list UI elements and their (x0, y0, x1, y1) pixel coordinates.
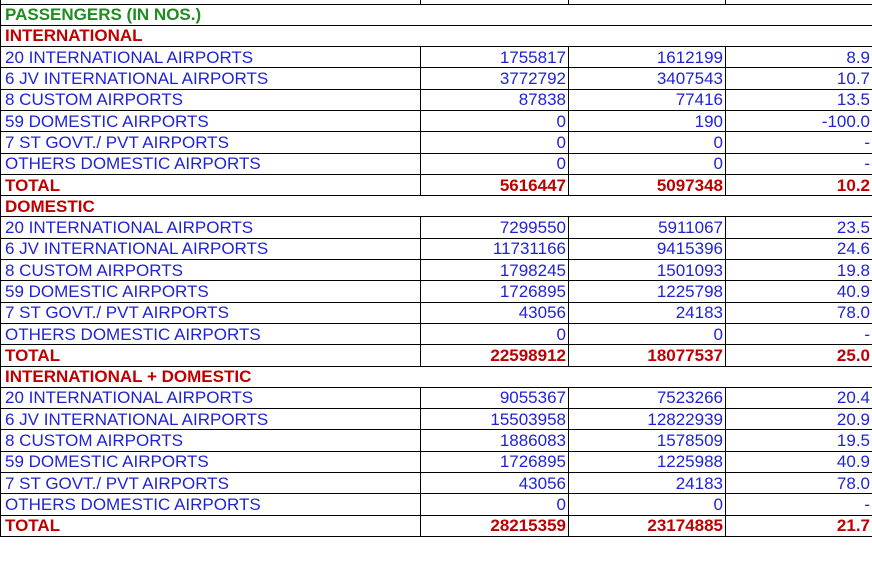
table-row (1, 260, 872, 281)
value-col-1: 0 (421, 110, 569, 131)
value-col-2: 5097348 (569, 174, 726, 195)
section-header-row (1, 366, 872, 387)
value-col-3: 13.5 (726, 89, 872, 110)
row-label: 6 JV INTERNATIONAL AIRPORTS (1, 409, 421, 430)
value-col-3: 10.7 (726, 68, 872, 89)
table-row (1, 153, 872, 174)
table-row (1, 430, 872, 451)
value-col-1: 9055367 (421, 387, 569, 408)
value-col-2: 12822939 (569, 409, 726, 430)
value-col-3: - (726, 132, 872, 153)
row-label: 8 CUSTOM AIRPORTS (1, 89, 421, 110)
table-row (1, 132, 872, 153)
value-col-1: 1798245 (421, 260, 569, 281)
value-col-2: 24183 (569, 302, 726, 323)
value-col-1: 43056 (421, 473, 569, 494)
value-col-1: 1726895 (421, 281, 569, 302)
row-label: TOTAL (1, 345, 421, 366)
value-col-2: 1578509 (569, 430, 726, 451)
value-col-2: 1612199 (569, 47, 726, 68)
row-label: 8 CUSTOM AIRPORTS (1, 430, 421, 451)
value-col-2: 0 (569, 494, 726, 515)
value-col-3: - (726, 494, 872, 515)
row-label: TOTAL (1, 515, 421, 536)
value-col-3: 10.2 (726, 174, 872, 195)
row-label: OTHERS DOMESTIC AIRPORTS (1, 494, 421, 515)
row-label: 7 ST GOVT./ PVT AIRPORTS (1, 132, 421, 153)
row-label: 20 INTERNATIONAL AIRPORTS (1, 387, 421, 408)
value-col-3: - (726, 153, 872, 174)
total-row (1, 515, 872, 536)
value-col-2: 1501093 (569, 260, 726, 281)
value-col-2: 3407543 (569, 68, 726, 89)
value-col-1: 43056 (421, 302, 569, 323)
value-col-1: 5616447 (421, 174, 569, 195)
value-col-3: 40.9 (726, 281, 872, 302)
row-label: 7 ST GOVT./ PVT AIRPORTS (1, 473, 421, 494)
value-col-2: 18077537 (569, 345, 726, 366)
row-label: OTHERS DOMESTIC AIRPORTS (1, 323, 421, 344)
section-header-row (1, 196, 872, 217)
row-label: 20 INTERNATIONAL AIRPORTS (1, 217, 421, 238)
value-col-3: 20.9 (726, 409, 872, 430)
table-title: PASSENGERS (IN NOS.) (1, 4, 872, 25)
value-col-3: 78.0 (726, 302, 872, 323)
row-label: 6 JV INTERNATIONAL AIRPORTS (1, 238, 421, 259)
row-label: 20 INTERNATIONAL AIRPORTS (1, 47, 421, 68)
value-col-1: 0 (421, 494, 569, 515)
table-row (1, 451, 872, 472)
row-label: OTHERS DOMESTIC AIRPORTS (1, 153, 421, 174)
section-header: INTERNATIONAL (1, 25, 872, 46)
title-row (1, 4, 872, 25)
value-col-1: 0 (421, 132, 569, 153)
value-col-2: 5911067 (569, 217, 726, 238)
value-col-3: 21.7 (726, 515, 872, 536)
table-row (1, 110, 872, 131)
value-col-3: 19.5 (726, 430, 872, 451)
value-col-2: 190 (569, 110, 726, 131)
value-col-2: 77416 (569, 89, 726, 110)
table-row (1, 238, 872, 259)
value-col-2: 1225798 (569, 281, 726, 302)
value-col-3: 25.0 (726, 345, 872, 366)
table-row (1, 387, 872, 408)
section-header: INTERNATIONAL + DOMESTIC (1, 366, 872, 387)
value-col-3: 23.5 (726, 217, 872, 238)
table-row (1, 47, 872, 68)
value-col-3: 20.4 (726, 387, 872, 408)
total-row (1, 345, 872, 366)
table-row (1, 281, 872, 302)
table-row (1, 323, 872, 344)
value-col-2: 9415396 (569, 238, 726, 259)
value-col-2: 0 (569, 323, 726, 344)
value-col-3: 24.6 (726, 238, 872, 259)
value-col-2: 0 (569, 132, 726, 153)
value-col-1: 0 (421, 323, 569, 344)
value-col-3: - (726, 323, 872, 344)
table-row (1, 68, 872, 89)
table-row (1, 473, 872, 494)
value-col-1: 28215359 (421, 515, 569, 536)
value-col-1: 1886083 (421, 430, 569, 451)
value-col-1: 87838 (421, 89, 569, 110)
value-col-2: 0 (569, 153, 726, 174)
value-col-3: 40.9 (726, 451, 872, 472)
row-label: 59 DOMESTIC AIRPORTS (1, 110, 421, 131)
table-row (1, 217, 872, 238)
value-col-3: 19.8 (726, 260, 872, 281)
value-col-1: 1726895 (421, 451, 569, 472)
value-col-2: 7523266 (569, 387, 726, 408)
row-label: 7 ST GOVT./ PVT AIRPORTS (1, 302, 421, 323)
value-col-3: 8.9 (726, 47, 872, 68)
row-label: 8 CUSTOM AIRPORTS (1, 260, 421, 281)
value-col-1: 7299550 (421, 217, 569, 238)
row-label: 6 JV INTERNATIONAL AIRPORTS (1, 68, 421, 89)
value-col-1: 0 (421, 153, 569, 174)
value-col-1: 3772792 (421, 68, 569, 89)
total-row (1, 174, 872, 195)
row-label: TOTAL (1, 174, 421, 195)
table-row (1, 494, 872, 515)
table-row (1, 302, 872, 323)
table-row (1, 89, 872, 110)
section-header: DOMESTIC (1, 196, 872, 217)
value-col-2: 23174885 (569, 515, 726, 536)
value-col-3: -100.0 (726, 110, 872, 131)
value-col-1: 11731166 (421, 238, 569, 259)
value-col-2: 1225988 (569, 451, 726, 472)
table-row (1, 409, 872, 430)
section-header-row (1, 25, 872, 46)
row-label: 59 DOMESTIC AIRPORTS (1, 281, 421, 302)
value-col-3: 78.0 (726, 473, 872, 494)
value-col-1: 22598912 (421, 345, 569, 366)
value-col-2: 24183 (569, 473, 726, 494)
value-col-1: 1755817 (421, 47, 569, 68)
row-label: 59 DOMESTIC AIRPORTS (1, 451, 421, 472)
value-col-1: 15503958 (421, 409, 569, 430)
